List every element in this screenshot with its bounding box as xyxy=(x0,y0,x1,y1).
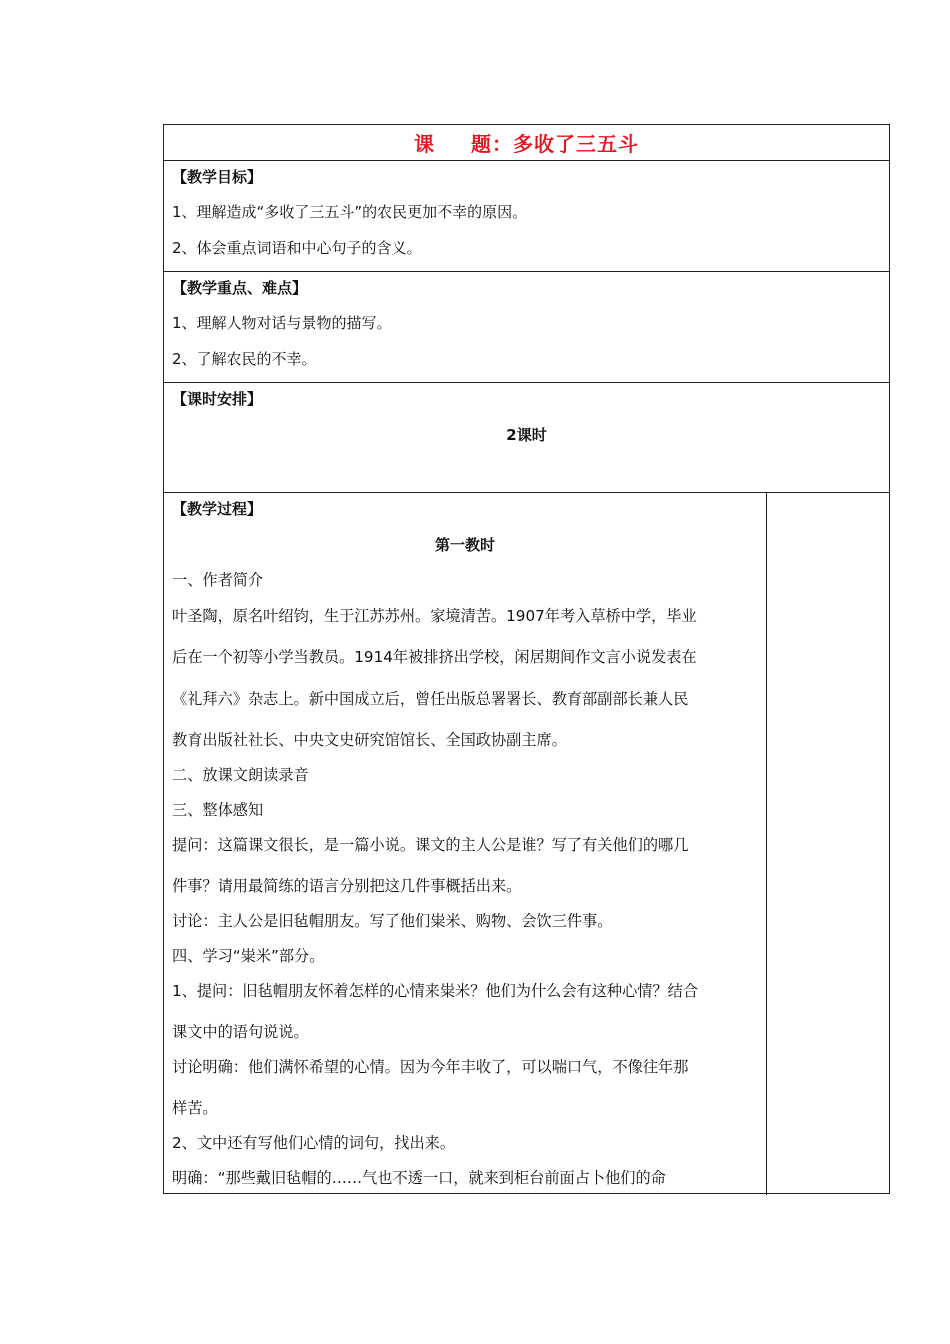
process-subheading: 第一教时 xyxy=(434,536,495,554)
notes-column-divider xyxy=(766,493,767,1195)
process-content xyxy=(164,493,766,1195)
lesson-title xyxy=(164,128,889,157)
process-section xyxy=(164,493,889,1195)
schedule-section xyxy=(164,383,889,493)
process-line: 讨论明确：他们满怀希望的心情。因为今年丰收了，可以喘口气，不像往年那 xyxy=(172,1058,689,1076)
keypoint-item: 1、理解人物对话与景物的描写。 xyxy=(172,314,392,332)
objectives-heading: 【教学目标】 xyxy=(172,168,263,186)
process-line: 课文中的语句说说。 xyxy=(172,1023,309,1041)
keypoint-item: 2、了解农民的不幸。 xyxy=(172,350,317,368)
process-line: 提问：这篇课文很长，是一篇小说。课文的主人公是谁？写了有关他们的哪几 xyxy=(172,836,689,854)
process-line: 二、放课文朗读录音 xyxy=(172,766,309,784)
process-heading: 【教学过程】 xyxy=(172,500,263,518)
schedule-heading: 【课时安排】 xyxy=(172,390,263,408)
keypoints-section xyxy=(164,272,889,383)
process-line: 三、整体感知 xyxy=(172,801,264,819)
process-line: 一、作者简介 xyxy=(172,571,264,589)
process-line: 明确：“那些戴旧毡帽的……气也不透一口，就来到柜台前面占卜他们的命 xyxy=(172,1169,666,1187)
process-line: 2、文中还有写他们心情的词句，找出来。 xyxy=(172,1134,456,1152)
process-line: 样苦。 xyxy=(172,1099,218,1117)
process-line: 件事？请用最简练的语言分别把这几件事概括出来。 xyxy=(172,877,522,895)
title-prefix: 课 xyxy=(414,132,435,156)
process-line: 教育出版社社长、中央文史研究馆馆长、全国政协副主席。 xyxy=(172,731,567,749)
process-line: 1、提问：旧毡帽朋友怀着怎样的心情来粜米？他们为什么会有这种心情？结合 xyxy=(172,982,699,1000)
process-line: 讨论：主人公是旧毡帽朋友。写了他们粜米、购物、会饮三件事。 xyxy=(172,912,613,930)
process-line: 四、学习“粜米”部分。 xyxy=(172,947,325,965)
keypoints-heading: 【教学重点、难点】 xyxy=(172,279,308,297)
title-main: 题：多收了三五斗 xyxy=(471,132,639,156)
process-line: 后在一个初等小学当教员。1914年被排挤出学校，闲居期间作文言小说发表在 xyxy=(172,648,697,666)
lesson-plan-table xyxy=(163,124,890,1194)
objectives-section xyxy=(164,161,889,272)
schedule-value: 2课时 xyxy=(506,426,547,444)
process-line: 叶圣陶，原名叶绍钧，生于江苏苏州。家境清苦。1907年考入草桥中学，毕业 xyxy=(172,607,697,625)
process-line: 《礼拜六》杂志上。新中国成立后，曾任出版总署署长、教育部副部长兼人民 xyxy=(172,690,689,708)
objective-item: 2、体会重点词语和中心句子的含义。 xyxy=(172,239,422,257)
title-row xyxy=(164,125,889,161)
objective-item: 1、理解造成“多收了三五斗”的农民更加不幸的原因。 xyxy=(172,203,528,221)
